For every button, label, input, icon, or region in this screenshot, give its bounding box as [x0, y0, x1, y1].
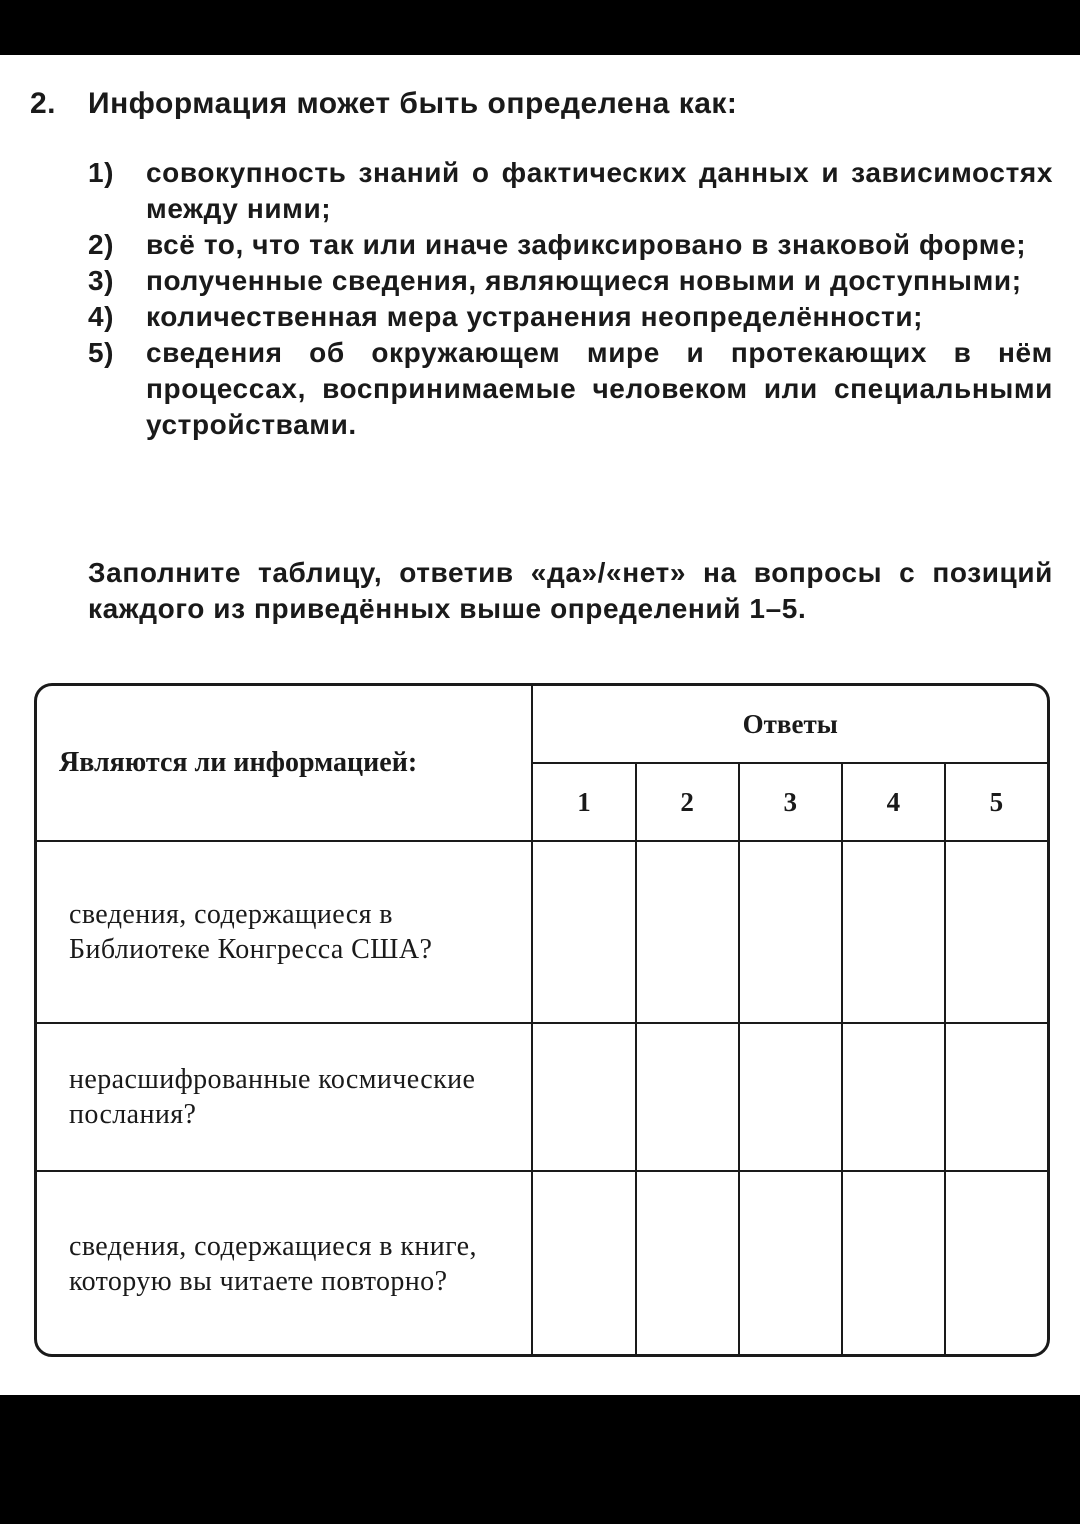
- definition-number: 2): [88, 229, 115, 260]
- definition-number: 4): [88, 301, 115, 332]
- answer-cell[interactable]: [636, 1023, 739, 1171]
- table-row: [37, 841, 1047, 1023]
- answer-cell[interactable]: [945, 1171, 1047, 1355]
- definition-item: [88, 263, 1053, 299]
- definition-text: полученные сведения, являющиеся новыми и доступными;: [146, 265, 1022, 296]
- definition-item: [88, 227, 1053, 263]
- answer-cell[interactable]: [945, 1023, 1047, 1171]
- row-question: нерасшифрованные космические послания?: [37, 1023, 532, 1171]
- instruction-text: Заполните таблицу, ответив «да»/«нет» на вопросы с позиций каждого из приведённых выше определений 1–5.: [88, 557, 1053, 624]
- answer-cell[interactable]: [842, 841, 945, 1023]
- question-column-header: Являются ли информацией:: [37, 686, 532, 841]
- definition-item: [88, 299, 1053, 335]
- answer-cell[interactable]: [636, 1171, 739, 1355]
- answer-column-2: 2: [636, 763, 739, 841]
- answer-cell[interactable]: [945, 841, 1047, 1023]
- table-row: [37, 1023, 1047, 1171]
- row-question: сведения, содержащиеся в Библиотеке Конгресса США?: [37, 841, 532, 1023]
- definition-text: сведения об окружающем мире и протекающих в нём процессах, воспринимаемые человеком или специальными устройствами.: [146, 337, 1053, 440]
- row-question: сведения, содержащиеся в книге, которую вы читаете повторно?: [37, 1171, 532, 1355]
- definition-item: [88, 335, 1053, 443]
- definition-number: 1): [88, 157, 115, 188]
- definition-item: [88, 155, 1053, 227]
- answer-table: [34, 683, 1050, 1357]
- definition-text: совокупность знаний о фактических данных и зависимостях между ними;: [146, 157, 1053, 224]
- answer-column-5: 5: [945, 763, 1047, 841]
- answer-cell[interactable]: [842, 1023, 945, 1171]
- task-number: 2.: [30, 87, 57, 120]
- definition-text: всё то, что так или иначе зафиксировано в знаковой форме;: [146, 229, 1027, 260]
- answer-cell[interactable]: [532, 841, 635, 1023]
- table-row: [37, 1171, 1047, 1355]
- definitions-list: [88, 155, 1053, 443]
- task-prompt: Информация может быть определена как:: [88, 87, 738, 120]
- answer-cell[interactable]: [842, 1171, 945, 1355]
- definition-number: 5): [88, 337, 115, 368]
- textbook-page: [0, 55, 1080, 1395]
- answer-cell[interactable]: [532, 1023, 635, 1171]
- answer-cell[interactable]: [532, 1171, 635, 1355]
- definition-number: 3): [88, 265, 115, 296]
- answer-column-4: 4: [842, 763, 945, 841]
- answer-cell[interactable]: [636, 841, 739, 1023]
- answer-column-1: 1: [532, 763, 635, 841]
- answer-column-3: 3: [739, 763, 842, 841]
- definition-text: количественная мера устранения неопределённости;: [146, 301, 924, 332]
- answer-cell[interactable]: [739, 1023, 842, 1171]
- task-header: [30, 87, 737, 121]
- answer-cell[interactable]: [739, 841, 842, 1023]
- answers-header: Ответы: [532, 686, 1047, 763]
- answer-cell[interactable]: [739, 1171, 842, 1355]
